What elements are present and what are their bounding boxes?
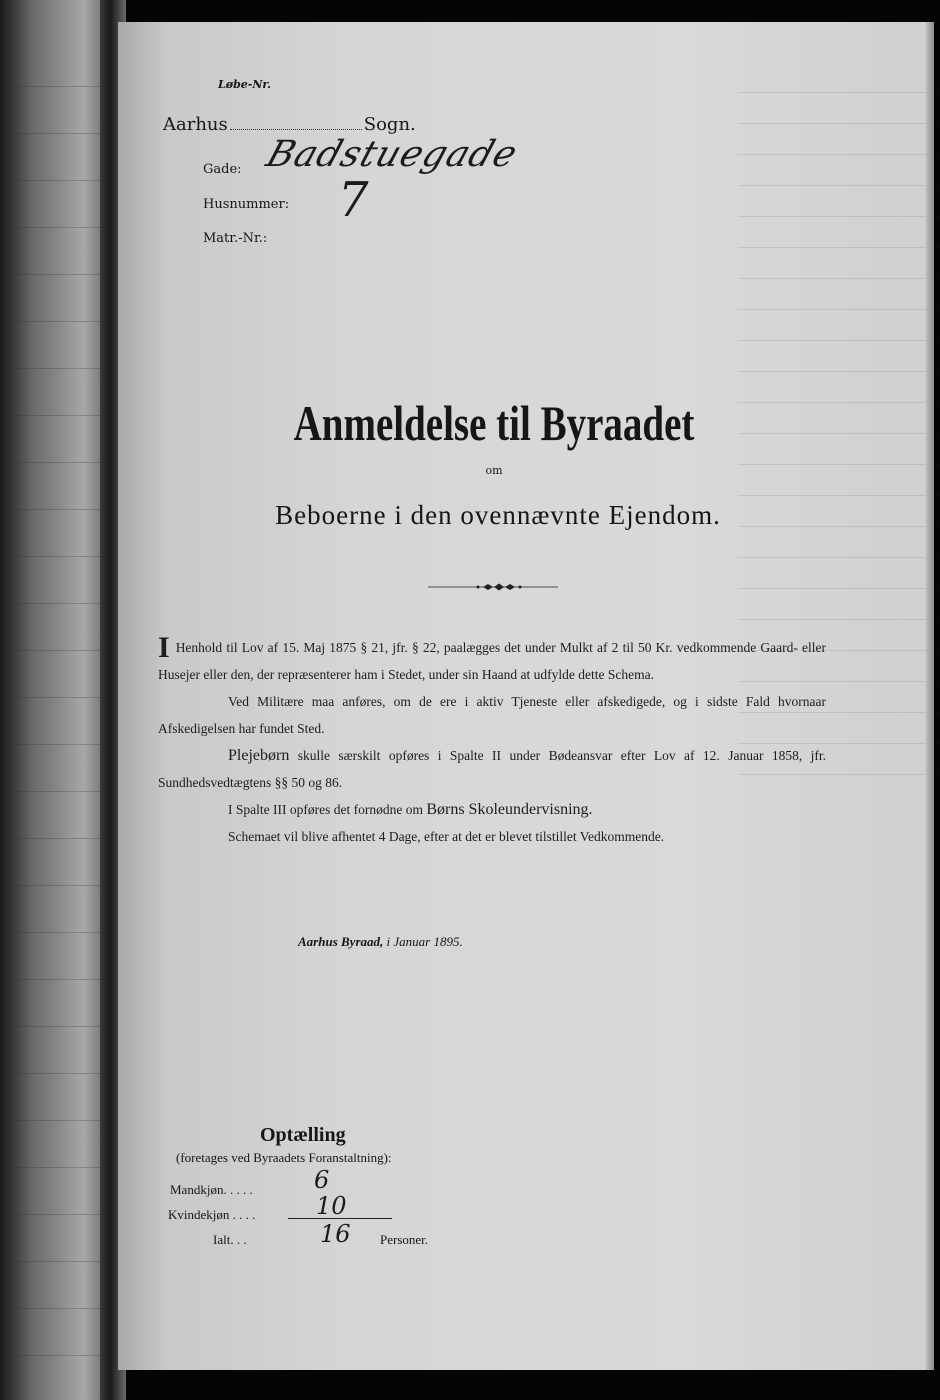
gade-label: Gade: [203, 162, 242, 177]
matr-label: Matr.-Nr.: [203, 231, 268, 246]
mandkjon-value: 6 [314, 1166, 330, 1194]
instruction-paragraph-1 [158, 631, 826, 688]
signature-name: Aarhus Byraad, [298, 934, 384, 949]
ialt-value: 16 [320, 1220, 351, 1248]
sogn-label: Sogn. [363, 114, 416, 135]
signature-date: i Januar 1895. [386, 934, 463, 949]
kvindekjon-label: Kvindekjøn . . . . [168, 1207, 256, 1222]
husnummer-label: Husnummer: [203, 197, 290, 212]
ialt-label: Ialt. . . [213, 1232, 247, 1247]
instruction-paragraph-3 [158, 742, 826, 796]
paragraph-4-text: I Spalte III opføres det fornødne om [228, 802, 423, 817]
count-subtitle: (foretages ved Byraadets Foranstaltning): [176, 1150, 392, 1165]
paragraph-1-text: Henhold til Lov af 15. Maj 1875 § 21, jfr. § 22, paalægges det under Mulkt af 2 til 50 Kr. vedkommende Gaard- eller Husejer eller den, der repræsenterer ham i Stedet, under sin Haand at udfylde dette Schema. [158, 640, 826, 682]
gade-value: Badstuegade [261, 134, 523, 175]
instruction-paragraph-4 [158, 796, 826, 823]
sum-line [288, 1218, 392, 1219]
instruction-paragraph-2: Ved Militære maa anføres, om de ere i aktiv Tjeneste eller afskedigede, og i sidste Fald hvornaar Afskedigelsen har fundet Sted. [158, 694, 826, 736]
title-om: om [485, 464, 503, 477]
document-page [118, 22, 934, 1370]
count-title: Optælling [260, 1124, 346, 1146]
page-edge [926, 22, 934, 1370]
mandkjon-label: Mandkjøn. . . . . [170, 1182, 253, 1197]
instructions-text [158, 631, 827, 850]
facing-page-lines [0, 40, 100, 1360]
instruction-paragraph-5: Schemaet vil blive afhentet 4 Dage, efter at det er blevet tilstillet Vedkommende. [228, 829, 665, 844]
ornament-divider [428, 580, 558, 594]
dropcap: I [158, 631, 170, 664]
signature-line [298, 934, 463, 950]
paragraph-3-text: skulle særskilt opføres i Spalte II under Bødeansvar efter Lov af 12. Januar 1858, jfr. Sundhedsvedtægtens §§ 50 og 86. [158, 748, 827, 790]
skoleundervisning-text: Børns Skoleundervisning. [426, 801, 593, 818]
parish-row [163, 114, 416, 135]
parish-dotted-line [230, 128, 362, 130]
plejeborn-lead: Plejebørn [228, 747, 290, 764]
subtitle: Beboerne i den ovennævnte Ejendom. [275, 500, 721, 530]
facing-page [0, 0, 112, 1400]
husnummer-value: 7 [338, 172, 369, 228]
personer-label: Personer. [380, 1232, 429, 1247]
loebe-nr-label: Løbe-Nr. [218, 78, 271, 91]
kvindekjon-value: 10 [316, 1192, 347, 1220]
main-title: Anmeldelse til Byraadet [293, 395, 695, 451]
aarhus-label: Aarhus [163, 114, 228, 135]
